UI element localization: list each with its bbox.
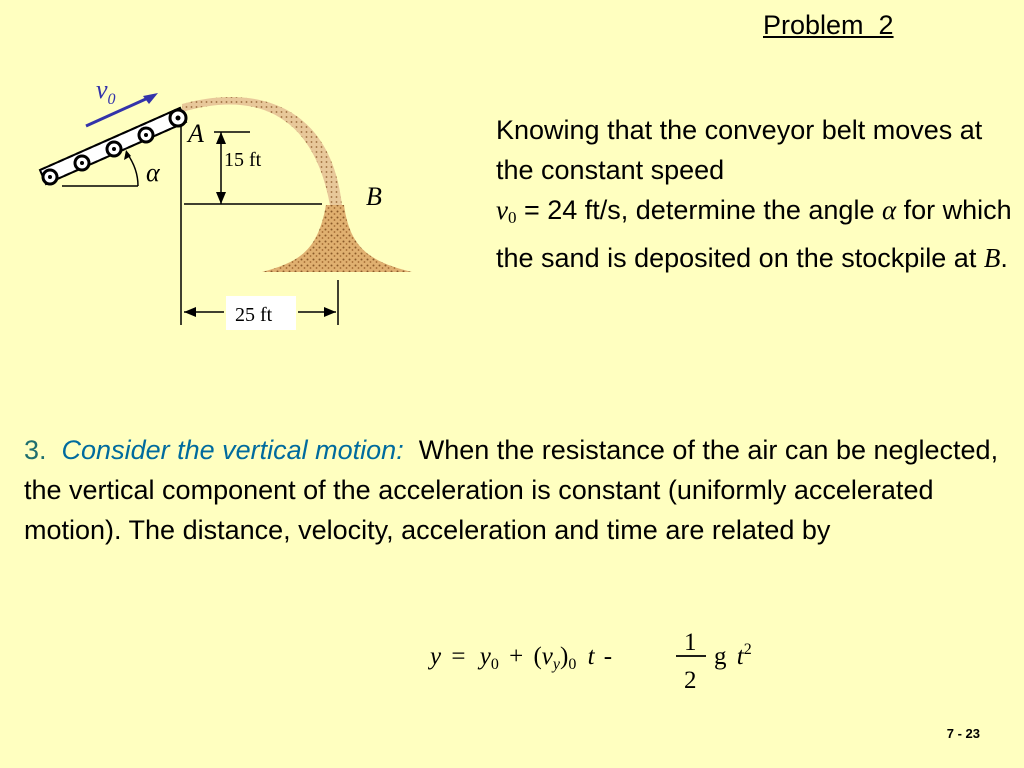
svg-text:y = y0 +: y = $y_0$ + $(v_y)_0$ t - xyxy=(430,643,613,673)
step-paragraph xyxy=(24,430,1014,550)
statement-line3: for which the sand is deposited on the stockpile at xyxy=(496,195,1012,273)
step-heading: Consider the vertical motion: xyxy=(61,435,404,465)
step-body: When the resistance of the air can be neglected, the vertical component of the acceleration is constant (uniformly accelerated motion). The distance, velocity, acceleration and time are related by xyxy=(24,435,999,545)
statement-line1: Knowing that the conveyor belt moves at the constant speed xyxy=(496,115,983,185)
statement-line2: = 24 ft/s, determine the angle xyxy=(516,195,882,225)
problem-title: Problem 2 xyxy=(763,10,894,40)
sand-trajectory xyxy=(182,97,342,205)
b-symbol: B xyxy=(983,243,1001,273)
velocity-label: $v_0$ xyxy=(96,75,116,108)
sand-stockpile xyxy=(262,205,412,272)
page-number: 7 - 23 xyxy=(946,726,980,741)
svg-text:g t2: g $t^2$ xyxy=(714,641,752,670)
v0-subscript: 0 xyxy=(507,208,517,227)
conveyor-diagram xyxy=(0,60,480,340)
distance-label: 25 ft xyxy=(235,304,273,326)
statement-period: . xyxy=(1000,243,1008,273)
v0-symbol: v xyxy=(496,195,508,225)
step-number: 3. xyxy=(24,435,47,465)
point-a-label: A xyxy=(188,119,204,148)
svg-text:1: 1 xyxy=(684,629,697,656)
svg-text:2: 2 xyxy=(684,667,697,694)
alpha-symbol: α xyxy=(881,195,897,225)
problem-statement xyxy=(496,110,1021,278)
angle-label: α xyxy=(146,158,160,187)
kinematics-equation xyxy=(430,628,790,705)
height-label: 15 ft xyxy=(224,149,262,171)
conveyor-belt xyxy=(40,108,186,184)
point-b-label: B xyxy=(366,182,382,211)
